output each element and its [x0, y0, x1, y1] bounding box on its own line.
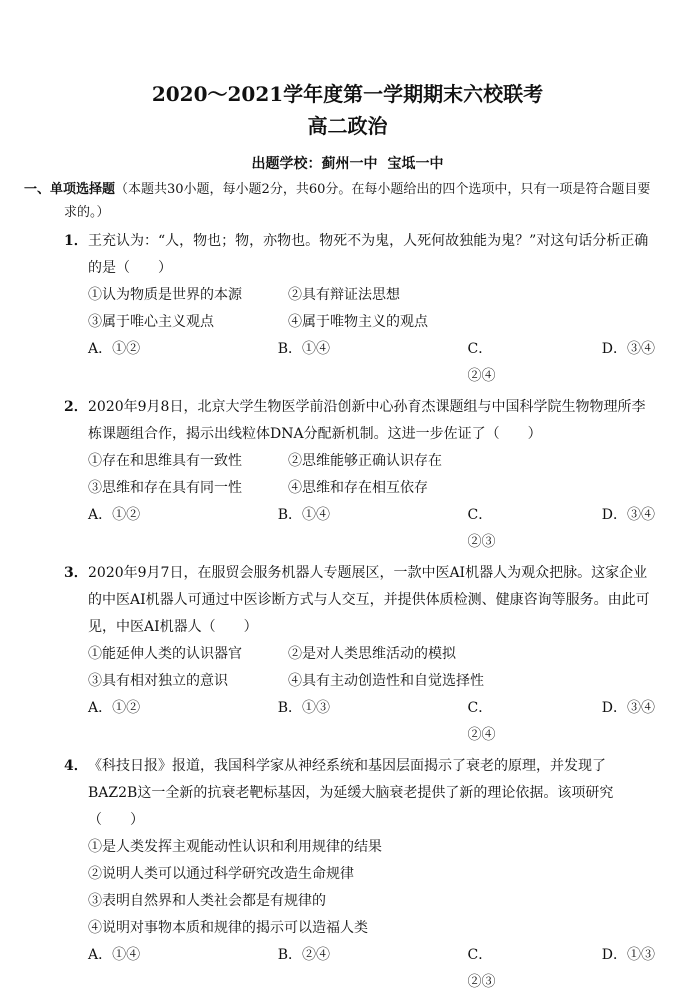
question-number: 3． — [64, 565, 88, 581]
setting-schools — [40, 154, 655, 174]
school-second: 宝坻一中 — [387, 156, 444, 172]
question-stem — [64, 753, 655, 807]
question-3 — [64, 560, 655, 749]
school-label: 出题学校：蓟州一中 — [251, 156, 378, 172]
option-1: ①能延伸人类的认识器官 — [88, 646, 242, 662]
options-grid — [64, 282, 655, 336]
options-grid — [64, 448, 655, 502]
option-3: ③具有相对独立的意识 — [88, 673, 228, 689]
option-2: ②说明人类可以通过科学研究改造生命规律 — [88, 866, 354, 882]
option-4: ④说明对事物本质和规律的揭示可以造福人类 — [88, 920, 368, 936]
option-4: ④具有主动创造性和自觉选择性 — [288, 673, 484, 689]
option-3: ③思维和存在具有同一性 — [88, 480, 242, 496]
option-4: ④思维和存在相互依存 — [288, 480, 428, 496]
options-grid — [64, 641, 655, 695]
answer-a: A．①② — [88, 700, 141, 716]
answer-a: A．①④ — [88, 947, 141, 963]
exam-title: 2020～2021学年度第一学期期末六校联考 — [151, 82, 544, 106]
question-4 — [64, 753, 655, 996]
answer-choices — [64, 695, 655, 749]
answer-d: D．③④ — [601, 341, 655, 357]
option-4: ④属于唯物主义的观点 — [288, 314, 428, 330]
answer-d: D．③④ — [601, 507, 655, 523]
option-1: ①认为物质是世界的本源 — [88, 287, 242, 303]
question-stem — [64, 394, 655, 448]
question-text: 2020年9月8日，北京大学生物医学前沿创新中心孙育杰课题组与中国科学院生物物理所李栋课题组合作，揭示出线粒体DNA分配新机制。这进一步佐证了（ ） — [88, 399, 646, 442]
question-stem — [64, 560, 655, 641]
question-text: 王充认为：“人，物也；物，亦物也。物死不为鬼，人死何故独能为鬼？”对这句话分析正确的是（ ） — [88, 233, 649, 276]
answer-choices — [64, 336, 655, 390]
question-number: 4． — [64, 758, 88, 774]
answer-a: A．①② — [88, 507, 141, 523]
question-stem — [64, 228, 655, 282]
answer-b: B．①④ — [277, 341, 331, 357]
option-2: ②具有辩证法思想 — [288, 287, 400, 303]
answer-d: D．③④ — [601, 700, 655, 716]
answer-c: C．②④ — [467, 700, 496, 743]
answer-choices — [64, 942, 655, 996]
answer-blank: （ ） — [88, 812, 144, 828]
question-1 — [64, 228, 655, 390]
answer-choices — [64, 502, 655, 556]
answer-b: B．②④ — [277, 947, 331, 963]
option-2: ②是对人类思维活动的模拟 — [288, 646, 456, 662]
option-3: ③表明自然界和人类社会都是有规律的 — [88, 893, 326, 909]
question-2 — [64, 394, 655, 556]
section-heading — [8, 178, 655, 224]
option-3: ③属于唯心主义观点 — [88, 314, 214, 330]
section-note: （本题共30小题，每小题2分，共60分。在每小题给出的四个选项中，只有一项是符合题目要求的。） — [64, 182, 651, 220]
answer-c: C．②④ — [467, 341, 496, 384]
answer-b: B．①④ — [277, 507, 331, 523]
answer-b: B．①③ — [277, 700, 331, 716]
answer-a: A．①② — [88, 341, 141, 357]
question-text: 《科技日报》报道，我国科学家从神经系统和基因层面揭示了衰老的原理，并发现了BAZ2B这一全新的抗衰老靶标基因，为延缓大脑衰老提供了新的理论依据。该项研究 — [88, 758, 614, 801]
question-text: 2020年9月7日，在服贸会服务机器人专题展区，一款中医AI机器人为观众把脉。这家企业的中医AI机器人可通过中医诊断方式与人交互，并提供体质检测、健康咨询等服务。由此可见，中医AI机器人（ ） — [88, 565, 650, 635]
section-title: 一、单项选择题 — [24, 182, 116, 197]
question-number: 1． — [64, 233, 88, 249]
answer-c: C．②③ — [467, 947, 496, 990]
exam-subject: 高二政治 — [307, 114, 388, 138]
option-1: ①是人类发挥主观能动性认识和利用规律的结果 — [88, 839, 382, 855]
answer-c: C．②③ — [467, 507, 496, 550]
question-number: 2． — [64, 399, 88, 415]
answer-d: D．①③ — [601, 947, 655, 963]
option-2: ②思维能够正确认识存在 — [288, 453, 442, 469]
option-1: ①存在和思维具有一致性 — [88, 453, 242, 469]
